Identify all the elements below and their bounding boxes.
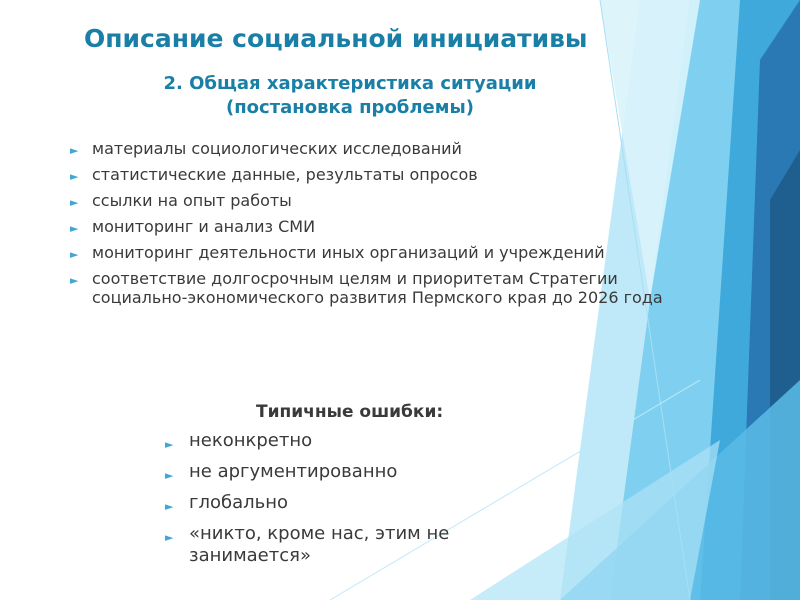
list-item: ► мониторинг деятельности иных организаций и учреждений bbox=[70, 243, 605, 262]
list-item: ► соответствие долгосрочным целям и приоритетам Стратегии социально-экономического развития Пермского края до 2026 года bbox=[70, 269, 663, 307]
bullet-arrow-icon: ► bbox=[165, 469, 174, 482]
list-item: ► «никто, кроме нас, этим не занимается» bbox=[165, 523, 450, 566]
bullet-arrow-icon: ► bbox=[165, 438, 174, 451]
bullet-arrow-icon: ► bbox=[70, 196, 79, 209]
list-item: ► не аргументированно bbox=[165, 461, 545, 483]
subtitle-line-2: (постановка проблемы) bbox=[226, 97, 474, 118]
subtitle-line-1: 2. Общая характеристика ситуации bbox=[163, 73, 537, 94]
bullet-arrow-icon: ► bbox=[70, 222, 79, 235]
slide-title: Описание социальной инициативы bbox=[84, 24, 588, 53]
bullet-arrow-icon: ► bbox=[70, 144, 79, 157]
bullet-arrow-icon: ► bbox=[165, 500, 174, 513]
list-item: ► глобально bbox=[165, 492, 545, 514]
list-item: ► материалы социологических исследований bbox=[70, 139, 462, 158]
bullet-arrow-icon: ► bbox=[165, 531, 174, 544]
list-item: ► статистические данные, результаты опросов bbox=[70, 165, 478, 184]
slide-subtitle bbox=[130, 72, 570, 120]
list-item: ► ссылки на опыт работы bbox=[70, 191, 292, 210]
errors-list bbox=[165, 430, 545, 576]
errors-heading: Типичные ошибки: bbox=[256, 402, 444, 422]
list-item: ► неконкретно bbox=[165, 430, 545, 452]
bullet-arrow-icon: ► bbox=[70, 274, 79, 287]
bullet-arrow-icon: ► bbox=[70, 170, 79, 183]
source-list bbox=[70, 139, 680, 314]
list-item: ► мониторинг и анализ СМИ bbox=[70, 217, 316, 236]
bullet-arrow-icon: ► bbox=[70, 248, 79, 261]
